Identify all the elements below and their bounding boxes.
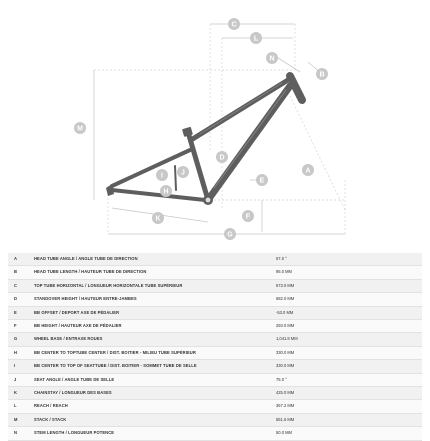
badge-label: I bbox=[161, 172, 163, 180]
row-label: HEAD TUBE ANGLE / ANGLE TUBE DE DIRECTION bbox=[34, 253, 272, 266]
badge-label: H bbox=[163, 188, 169, 196]
table-row bbox=[8, 373, 422, 386]
row-value: -53.0 MM bbox=[272, 306, 422, 319]
row-label: CHAINSTAY / LONGUEUR DES BASES bbox=[34, 387, 272, 400]
row-letter: H bbox=[8, 346, 34, 359]
row-value: 551.6 MM bbox=[272, 413, 422, 426]
table-row bbox=[8, 253, 422, 266]
table-row bbox=[8, 293, 422, 306]
table-row bbox=[8, 266, 422, 279]
badge-c bbox=[228, 18, 240, 30]
row-letter: N bbox=[8, 427, 34, 440]
badge-k bbox=[152, 212, 164, 224]
badge-label: B bbox=[319, 71, 325, 79]
badge-label: D bbox=[219, 154, 225, 162]
row-letter: J bbox=[8, 373, 34, 386]
row-value: 367.2 MM bbox=[272, 400, 422, 413]
badge-i bbox=[156, 169, 168, 181]
badge-label: N bbox=[269, 55, 275, 63]
row-value: 330.0 MM bbox=[272, 360, 422, 373]
row-label: BB HEIGHT / HAUTEUR AXE DE PÉDALIER bbox=[34, 320, 272, 333]
row-letter: F bbox=[8, 320, 34, 333]
row-value: 67.0 ° bbox=[272, 253, 422, 266]
badge-m bbox=[74, 122, 86, 134]
table-row bbox=[8, 427, 422, 440]
row-label: TOP TUBE HORIZONTAL / LONGUEUR HORIZONTALE TUBE SUPÉRIEUR bbox=[34, 279, 272, 292]
row-letter: L bbox=[8, 400, 34, 413]
badge-label: F bbox=[245, 213, 251, 221]
badge-label: L bbox=[253, 35, 259, 43]
row-label: BB CENTER TO TOPTUBE CENTER / DIST. BOITIER - MILIEU TUBE SUPÉRIEUR bbox=[34, 346, 272, 359]
bike-frame bbox=[106, 76, 302, 205]
badge-n bbox=[266, 52, 278, 64]
geometry-table bbox=[8, 253, 422, 441]
row-value: 75.0 ° bbox=[272, 373, 422, 386]
row-letter: G bbox=[8, 333, 34, 346]
dimension-badges bbox=[74, 18, 328, 240]
table-row bbox=[8, 306, 422, 319]
badge-j bbox=[177, 166, 189, 178]
row-letter: B bbox=[8, 266, 34, 279]
badge-l bbox=[250, 32, 262, 44]
row-letter: M bbox=[8, 413, 34, 426]
row-value: 682.0 MM bbox=[272, 293, 422, 306]
row-label: BB OFFSET / DEPORT AXE DE PÉDALIER bbox=[34, 306, 272, 319]
row-letter: D bbox=[8, 293, 34, 306]
badge-a bbox=[302, 164, 314, 176]
badge-label: E bbox=[259, 177, 265, 185]
row-value: 330.0 MM bbox=[272, 346, 422, 359]
badge-label: G bbox=[227, 231, 233, 239]
badge-label: K bbox=[155, 215, 161, 223]
row-letter: A bbox=[8, 253, 34, 266]
row-value: 1,041.8 MM bbox=[272, 333, 422, 346]
badge-f bbox=[242, 210, 254, 222]
badge-label: J bbox=[181, 169, 185, 177]
table-row bbox=[8, 279, 422, 292]
table-row bbox=[8, 413, 422, 426]
row-label: BB CENTER TO TOP OF SEATTUBE / DIST. BOITIER - SOMMET TUBE DE SELLE bbox=[34, 360, 272, 373]
table-row bbox=[8, 320, 422, 333]
badge-h bbox=[160, 185, 172, 197]
row-value: 425.0 MM bbox=[272, 387, 422, 400]
badge-label: M bbox=[77, 125, 83, 133]
row-label: WHEEL BASE / ENTRAXE ROUES bbox=[34, 333, 272, 346]
row-label: STEM LENGTH / LONGUEUR POTENCE bbox=[34, 427, 272, 440]
row-label: REACH / REACH bbox=[34, 400, 272, 413]
row-label: SEAT ANGLE / ANGLE TUBE DE SELLE bbox=[34, 373, 272, 386]
row-value: 95.0 MM bbox=[272, 266, 422, 279]
row-value: 50.0 MM bbox=[272, 427, 422, 440]
badge-d bbox=[216, 151, 228, 163]
row-label: STANDOVER HEIGHT / HAUTEUR ENTRE-JAMBES bbox=[34, 293, 272, 306]
row-label: STACK / STACK bbox=[34, 413, 272, 426]
row-value: 293.0 MM bbox=[272, 320, 422, 333]
badge-label: A bbox=[305, 167, 311, 175]
row-letter: C bbox=[8, 279, 34, 292]
table-row bbox=[8, 360, 422, 373]
table-row bbox=[8, 333, 422, 346]
table-row bbox=[8, 346, 422, 359]
geometry-table-body bbox=[8, 253, 422, 440]
row-letter: K bbox=[8, 387, 34, 400]
row-label: HEAD TUBE LENGTH / HAUTEUR TUBE DE DIRECTION bbox=[34, 266, 272, 279]
table-row bbox=[8, 387, 422, 400]
badge-label: C bbox=[231, 21, 237, 29]
badge-e bbox=[256, 174, 268, 186]
row-letter: I bbox=[8, 360, 34, 373]
badge-b bbox=[316, 68, 328, 80]
table-row bbox=[8, 400, 422, 413]
dimension-lines bbox=[94, 21, 345, 234]
row-letter: E bbox=[8, 306, 34, 319]
row-value: 573.0 MM bbox=[272, 279, 422, 292]
badge-g bbox=[224, 228, 236, 240]
